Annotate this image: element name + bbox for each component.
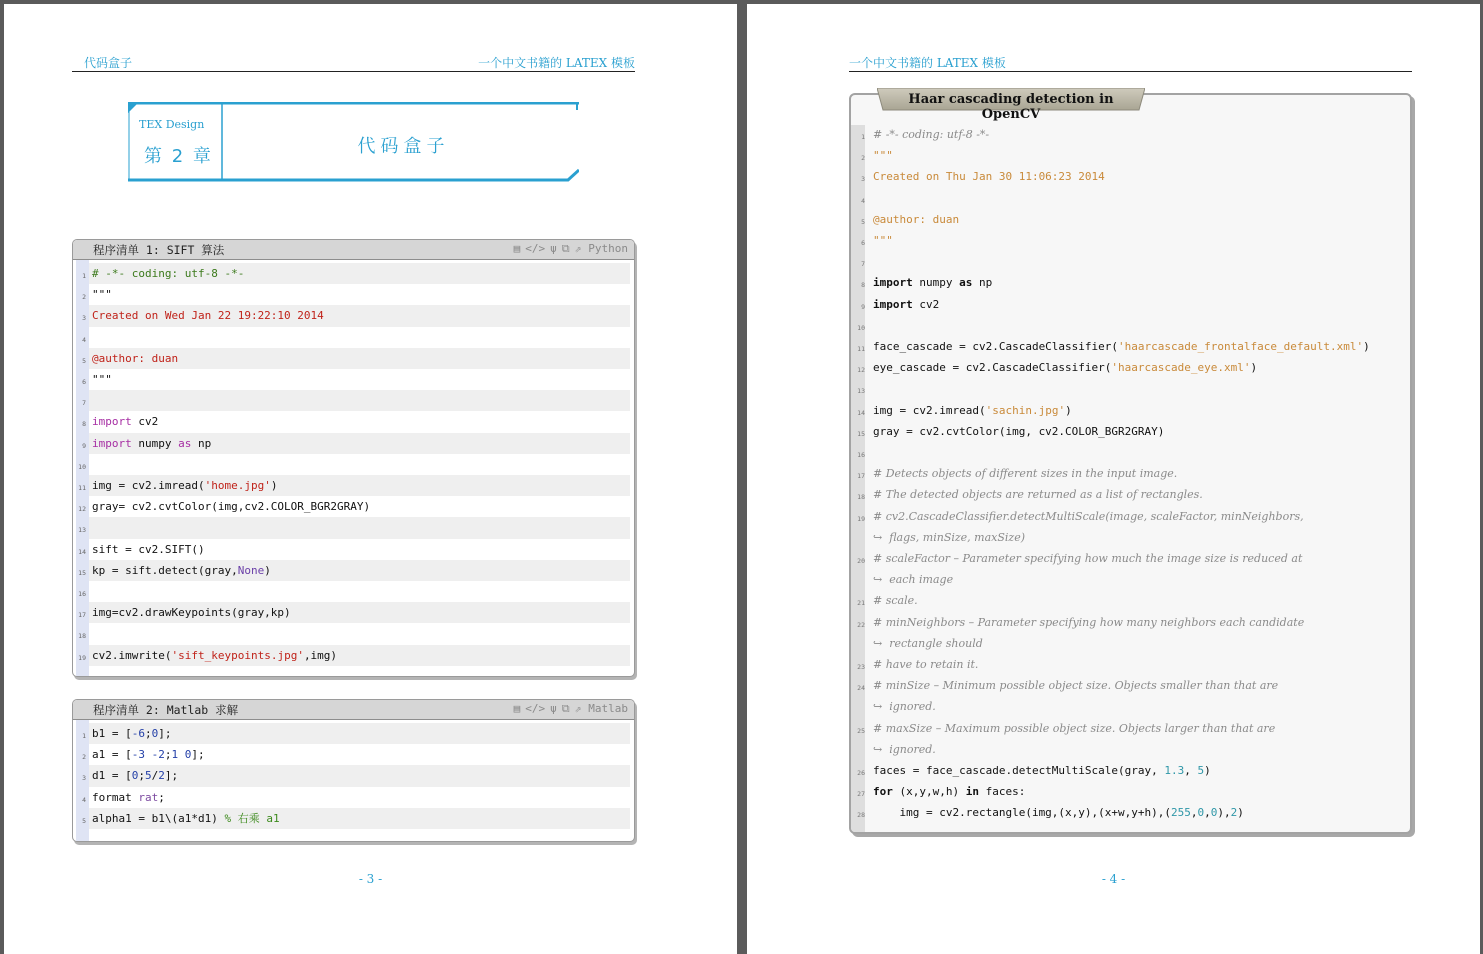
line-number: 17 [78, 611, 86, 620]
code-line [78, 560, 630, 581]
page-number: - 4 - [1101, 872, 1126, 886]
line-number: 19 [78, 653, 86, 662]
code-line [78, 539, 630, 560]
code-token: 0 [151, 727, 159, 740]
code-token: 1 [171, 748, 179, 762]
code-line [82, 327, 630, 348]
line-number: 13 [857, 387, 865, 396]
running-header [72, 54, 635, 72]
code-token: ]; [191, 748, 205, 762]
code-token: 5 [145, 769, 152, 783]
code-token: """ [92, 373, 112, 386]
code-token: ]; [158, 727, 172, 740]
code-token: import [92, 415, 132, 429]
code-token: cv2 [131, 415, 159, 429]
code-token: Created on Wed Jan 22 19:22:10 2014 [92, 309, 324, 323]
code-line [861, 145, 1404, 166]
code-token: for [873, 785, 893, 799]
code-text [92, 765, 178, 786]
code-token: ↪ ignored. [873, 742, 936, 756]
code-token: ) [264, 563, 271, 577]
code-token: ↪ flags, minSize, maxSize) [873, 530, 1026, 544]
page-4 [747, 4, 1480, 954]
code-token: ) [270, 479, 278, 492]
code-token: import [873, 297, 913, 311]
line-number: 17 [857, 472, 865, 481]
code-token: # -*- coding: utf-8 -*- [92, 267, 245, 280]
code-line [861, 294, 1404, 315]
code-text [92, 263, 244, 284]
code-token: # cv2.CascadeClassifier.detectMultiScale(image, scaleFactor, minNeighbors, [873, 509, 1304, 523]
code-line [857, 760, 1404, 781]
code-line [82, 263, 630, 284]
line-number: 9 [861, 302, 865, 311]
code-line [857, 718, 1404, 739]
code-line [78, 517, 630, 538]
code-text [92, 433, 211, 454]
line-number: 2 [82, 293, 86, 302]
code-token: # -*- coding: utf-8 -*- [873, 128, 990, 141]
code-line [78, 602, 630, 623]
code-token: ]; [164, 769, 179, 783]
line-number: 6 [861, 239, 865, 247]
code-token [178, 748, 185, 761]
line-number: 8 [861, 281, 865, 290]
code-token: alpha1 = b1\(a1*d1) [92, 811, 225, 825]
page-3 [4, 4, 737, 954]
code-text [92, 808, 280, 829]
code-text [92, 475, 277, 496]
code-line [857, 378, 1404, 399]
line-number: 7 [861, 260, 865, 269]
line-number: 11 [78, 484, 86, 492]
code-token: % 右乘 a1 [224, 811, 280, 825]
line-number: 27 [857, 790, 865, 799]
copy-icon[interactable]: ⧉ [561, 702, 570, 715]
code-token: sift = cv2.SIFT() [92, 542, 205, 556]
chapter-number: 第 2 章 [144, 146, 213, 167]
code-line [82, 369, 630, 390]
code-token: , [1190, 806, 1198, 820]
code-token: faces: [978, 785, 1026, 799]
code-token: 0 [131, 769, 139, 783]
header-left-text: 一个中文书籍的 LATEX 模板 [849, 56, 1006, 70]
line-number: 5 [82, 816, 86, 825]
line-number: 12 [78, 505, 86, 514]
copy-icon[interactable]: ⧉ [561, 242, 570, 255]
code-token: # Detects objects of different sizes in the input image. [873, 467, 1178, 481]
code-token: ; [138, 769, 145, 783]
line-number: 15 [857, 429, 865, 438]
line-number: 7 [82, 399, 86, 408]
code-line [857, 654, 1404, 675]
code-token: 2 [158, 769, 165, 783]
code-line [857, 336, 1404, 357]
line-number: 24 [857, 684, 865, 693]
code-line [78, 581, 630, 602]
code-text [92, 539, 205, 560]
line-number: 4 [82, 795, 86, 804]
code-token: 'sift_keypoints.jpg' [171, 648, 304, 662]
line-number: 3 [82, 774, 86, 783]
line-number: 5 [82, 356, 86, 365]
code-token: img = cv2.imread( [92, 479, 205, 492]
code-token: as [178, 436, 192, 450]
line-number: 1 [82, 732, 86, 740]
chapter-title: 代码盒子 [357, 136, 450, 157]
code-line [78, 475, 630, 496]
line-number: 13 [78, 526, 86, 535]
code-token: 0 [1210, 806, 1218, 820]
code-text [92, 723, 172, 744]
code-line [857, 675, 1404, 696]
line-number: 16 [857, 451, 865, 459]
code-token: import [873, 276, 913, 290]
code-line [82, 284, 630, 305]
code-line [78, 623, 630, 644]
code-token: ) [1204, 764, 1211, 777]
code-line [861, 166, 1404, 187]
code-line [82, 348, 630, 369]
code-text [92, 411, 158, 432]
code-line [857, 315, 1404, 336]
listing-title: Haar cascading detection in OpenCV [908, 92, 1114, 122]
code-text [92, 787, 165, 808]
line-number: 1 [82, 272, 86, 280]
line-number: 11 [857, 345, 865, 353]
code-token: """ [873, 149, 893, 163]
code-token: ↪ rectangle should [873, 636, 983, 650]
line-number: 5 [861, 217, 865, 226]
code-line [82, 765, 630, 786]
code-line [82, 433, 630, 454]
code-token: in [965, 785, 979, 799]
line-number: 25 [857, 726, 865, 735]
line-number: 10 [78, 462, 86, 471]
fork-icon[interactable]: ψ [550, 242, 557, 255]
code-token: , [1204, 806, 1211, 820]
code-token: # maxSize – Maximum possible object size. Objects larger than that are [873, 721, 1276, 735]
code-token: None [237, 563, 265, 577]
line-number: 26 [857, 769, 865, 777]
line-number: 10 [857, 323, 865, 332]
code-token: # The detected objects are returned as a list of rectangles. [873, 488, 1203, 502]
code-token: 1.3 [1164, 764, 1185, 777]
code-token: numpy [131, 436, 179, 450]
code-token: np [972, 276, 993, 290]
code-text [92, 744, 205, 765]
line-number: 20 [857, 557, 865, 565]
code-token: numpy [912, 276, 960, 290]
code-line [82, 723, 630, 744]
language-label: Python [588, 242, 628, 255]
code-token: """ [92, 288, 112, 302]
code-token: , [1184, 764, 1198, 777]
code-line [857, 357, 1404, 378]
listing-toolbar [514, 242, 628, 256]
code-line [857, 484, 1404, 505]
line-number: 2 [82, 753, 86, 762]
code-token: -6 [131, 727, 145, 740]
code-token: ↪ ignored. [873, 700, 936, 714]
code-token: face_cascade = cv2.CascadeClassifier( [873, 340, 1119, 353]
code-icon[interactable]: </> [525, 702, 546, 715]
line-number: 2 [861, 154, 865, 163]
line-number: 12 [857, 366, 865, 375]
code-token: ; [145, 727, 152, 740]
line-number: 14 [857, 408, 865, 417]
code-token: @author: duan [873, 212, 960, 226]
code-token: 0 [1197, 806, 1205, 820]
code-token: rat [138, 790, 159, 804]
code-line [873, 633, 1404, 654]
code-token: gray = cv2.cvtColor(img, cv2.COLOR_BGR2GRAY) [873, 424, 1165, 438]
listing-body [73, 720, 634, 841]
chapter-heading [128, 102, 579, 182]
code-token: ; [158, 790, 165, 804]
language-label: Matlab [588, 702, 628, 715]
code-token: Created on Thu Jan 30 11:06:23 2014 [873, 170, 1105, 184]
code-text [92, 305, 324, 326]
code-text [92, 602, 291, 623]
code-line [78, 496, 630, 517]
code-token [145, 748, 152, 761]
code-listing-sift [72, 239, 635, 677]
listing-caption: 程序清单 1: SIFT 算法 [93, 243, 225, 257]
code-token: faces = face_cascade.detectMultiScale(gray, [873, 764, 1165, 777]
page-number: - 3 - [358, 872, 383, 886]
tex-design-label: TEX Design [139, 118, 205, 131]
code-token: # scale. [873, 594, 918, 608]
line-number: 15 [78, 568, 86, 577]
code-line [78, 645, 630, 666]
code-token: img = cv2.rectangle(img,(x,y),(x+w,y+h),( [873, 806, 1172, 820]
code-token: 'sachin.jpg' [985, 403, 1066, 417]
line-number: 4 [861, 196, 865, 205]
code-line [82, 390, 630, 411]
code-token: -2 [151, 748, 165, 762]
file-icon[interactable]: ▤ [513, 242, 521, 255]
fork-icon[interactable]: ψ [550, 702, 557, 715]
code-token: ) [1250, 361, 1258, 375]
code-token: / [151, 769, 159, 783]
code-line [82, 808, 630, 829]
code-token: ) [1065, 403, 1072, 417]
code-token: as [959, 276, 973, 290]
listing-title-bar [73, 240, 634, 260]
code-line [82, 744, 630, 765]
code-token: cv2.imwrite( [92, 648, 172, 662]
code-line [82, 305, 630, 326]
code-token: 2 [1230, 806, 1238, 820]
code-token: ,img) [303, 648, 338, 662]
code-line [857, 463, 1404, 484]
code-token: ), [1217, 806, 1231, 820]
code-line [857, 400, 1404, 421]
listing-title-bar [73, 700, 634, 720]
code-line [82, 411, 630, 432]
line-number: 22 [857, 620, 865, 629]
code-token: 0 [184, 748, 192, 762]
code-listing-matlab [72, 699, 635, 842]
line-number: 4 [82, 335, 86, 344]
line-number: 1 [861, 133, 865, 141]
code-line [82, 787, 630, 808]
code-line [873, 527, 1404, 548]
code-line [857, 590, 1404, 611]
code-text [92, 348, 178, 369]
code-token: eye_cascade = cv2.CascadeClassifier( [873, 361, 1112, 375]
code-token: ) [1363, 340, 1370, 353]
code-token: ; [164, 748, 172, 762]
header-left-text: 代码盒子 [84, 56, 133, 70]
code-line [857, 506, 1404, 527]
code-token: 5 [1197, 764, 1205, 777]
code-line [857, 781, 1404, 802]
code-text [92, 284, 112, 305]
listing-body [851, 95, 1410, 832]
code-line [857, 442, 1404, 463]
code-token: np [191, 436, 212, 450]
code-token: kp = sift.detect(gray, [92, 563, 238, 577]
line-number: 23 [857, 663, 865, 671]
code-line [861, 124, 1404, 145]
code-line [861, 251, 1404, 272]
code-line [861, 230, 1404, 251]
line-number: 3 [861, 175, 865, 184]
code-line [873, 739, 1404, 760]
code-token: cv2 [912, 297, 940, 311]
code-line [857, 548, 1404, 569]
code-line [857, 612, 1404, 633]
code-listing-haar [849, 93, 1412, 834]
external-link-icon[interactable]: ⇗ [574, 242, 582, 255]
code-token: # minNeighbors – Parameter specifying how many neighbors each candidate [873, 615, 1305, 629]
line-number: 21 [857, 599, 865, 608]
code-token: a1 = [ [92, 748, 132, 762]
external-link-icon[interactable]: ⇗ [574, 702, 582, 715]
line-number: 16 [78, 590, 86, 598]
code-line [857, 802, 1404, 823]
code-token: format [92, 790, 139, 804]
code-line [857, 421, 1404, 442]
code-text [92, 369, 112, 390]
code-line [873, 569, 1404, 590]
listing-caption: 程序清单 2: Matlab 求解 [93, 703, 239, 717]
code-icon[interactable]: </> [525, 242, 546, 255]
line-number: 8 [82, 420, 86, 429]
code-line [861, 272, 1404, 293]
line-number: 9 [82, 441, 86, 450]
line-number: 28 [857, 811, 865, 820]
code-token: import [92, 436, 132, 450]
running-header [849, 54, 1412, 72]
listing-body [73, 260, 634, 676]
code-token: ↪ each image [873, 573, 954, 587]
listing-toolbar [514, 702, 628, 716]
line-number: 14 [78, 547, 86, 556]
code-token: img=cv2.drawKeypoints(gray,kp) [92, 606, 291, 620]
header-right-text: 一个中文书籍的 LATEX 模板 [478, 56, 635, 70]
code-token: 255 [1171, 806, 1191, 820]
code-token: b1 = [ [92, 727, 132, 740]
code-text [92, 645, 337, 666]
code-token: 'haarcascade_frontalface_default.xml' [1118, 340, 1364, 353]
code-line [78, 454, 630, 475]
code-token: # have to retain it. [873, 658, 979, 671]
code-token: (x,y,w,h) [892, 785, 966, 799]
code-token: @author: duan [92, 351, 179, 365]
code-token: """ [873, 234, 893, 247]
line-number: 3 [82, 314, 86, 323]
code-text [92, 560, 271, 581]
listing-title-tab [877, 88, 1145, 122]
line-number: 6 [82, 378, 86, 386]
file-icon[interactable]: ▤ [513, 702, 521, 715]
line-number: 18 [857, 493, 865, 502]
code-line [873, 696, 1404, 717]
code-token: gray= cv2.cvtColor(img,cv2.COLOR_BGR2GRAY) [92, 500, 371, 514]
code-token: -3 [131, 748, 145, 762]
code-token: # minSize – Minimum possible object size. Objects smaller than that are [873, 679, 1279, 693]
code-line [861, 209, 1404, 230]
code-token: img = cv2.imread( [873, 403, 986, 417]
code-token: d1 = [ [92, 769, 132, 783]
line-number: 18 [78, 632, 86, 641]
line-number: 19 [857, 514, 865, 523]
code-line [861, 188, 1404, 209]
code-text [92, 496, 370, 517]
code-token: 'haarcascade_eye.xml' [1111, 361, 1251, 375]
code-token: 'home.jpg' [204, 479, 271, 492]
code-token: # scaleFactor – Parameter specifying how much the image size is reduced at [873, 552, 1303, 565]
code-token: ) [1237, 806, 1244, 820]
